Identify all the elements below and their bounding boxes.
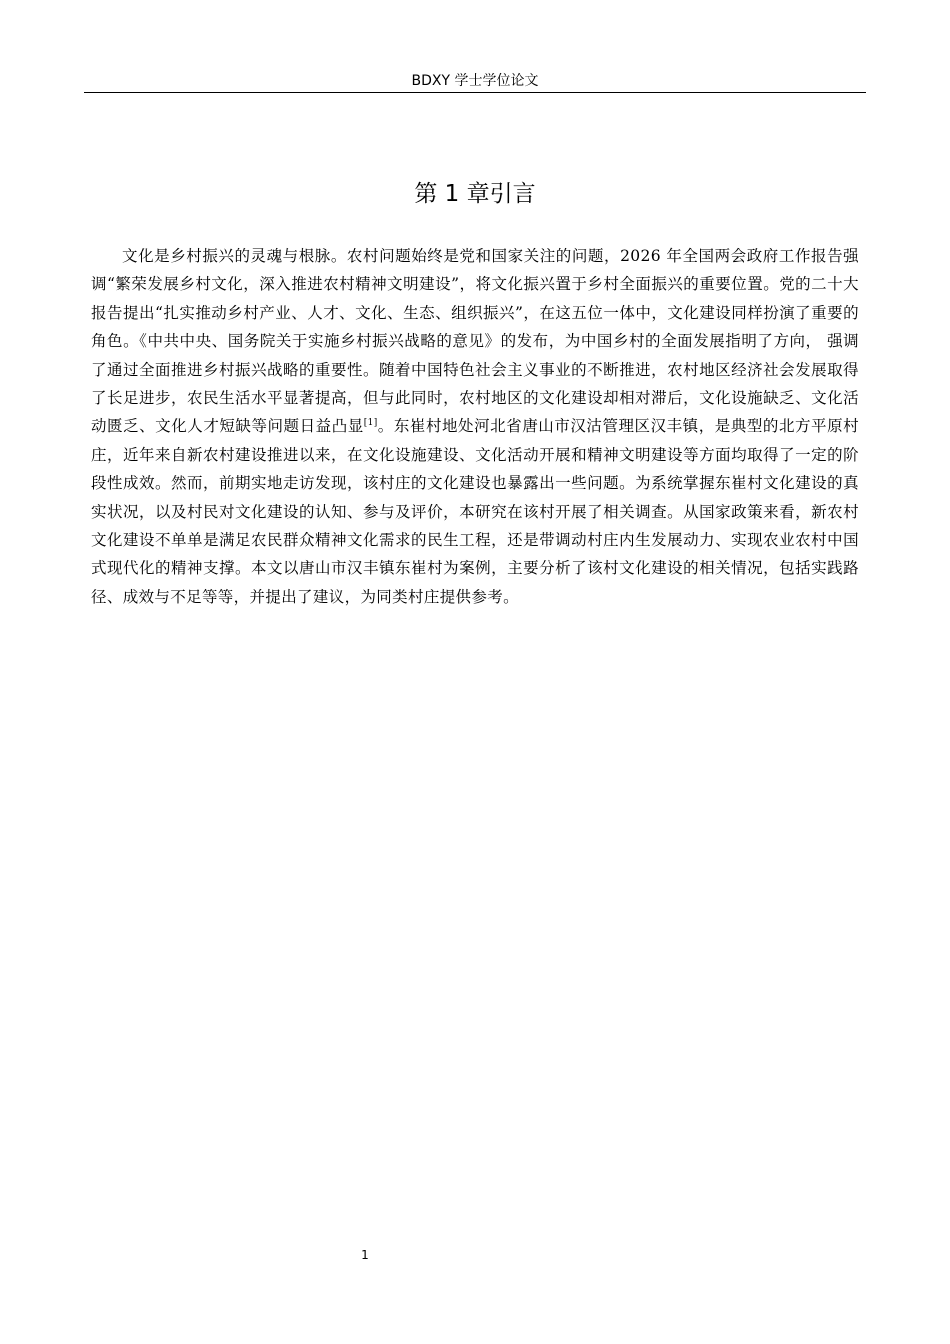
- body-paragraph: [91, 242, 859, 611]
- chapter-title: 第 1 章引言: [414, 181, 536, 207]
- citation-marker: [1]: [363, 418, 378, 429]
- page-number: 1: [361, 1248, 369, 1262]
- header-rule: [84, 92, 866, 93]
- paragraph-text-before-citation: 文化是乡村振兴的灵魂与根脉。农村问题始终是党和国家关注的问题，2026 年全国两会政府工作报告强调“繁荣发展乡村文化，深入推进农村精神文明建设”，将文化振兴置于乡村全面振兴的重要位置。党的二十大报告提出“扎实推动乡村产业、人才、文化、生态、组织振兴”，在这五位一体中，文化建设同样扮演了重要的角色。《中共中央、国务院关于实施乡村振兴战略的意见》的发布，为中国乡村的全面发展指明了方向， 强调了通过全面推进乡村振兴战略的重要性。随着中国特色社会主义事业的不断推进，农村地区经济社会发展取得了长足进步，农民生活水平显著提高，但与此同时，农村地区的文化建设却相对滞后，文化设施缺乏、文化活动匮乏、文化人才短缺等问题日益凸显: [91, 247, 859, 436]
- running-header: BDXY 学士学位论文: [411, 73, 539, 89]
- paragraph-text-after-citation: 。东崔村地处河北省唐山市汉沽管理区汉丰镇，是典型的北方平原村庄，近年来自新农村建设推进以来，在文化设施建设、文化活动开展和精神文明建设等方面均取得了一定的阶段性成效。然而，前期实地走访发现，该村庄的文化建设也暴露出一些问题。为系统掌握东崔村文化建设的真实状况，以及村民对文化建设的认知、参与及评价，本研究在该村开展了相关调查。从国家政策来看，新农村文化建设不单单是满足农民群众精神文化需求的民生工程，还是带调动村庄内生发展动力、实现农业农村中国式现代化的精神支撑。本文以唐山市汉丰镇东崔村为案例，主要分析了该村文化建设的相关情况，包括实践路径、成效与不足等等，并提出了建议，为同类村庄提供参考。: [91, 417, 859, 606]
